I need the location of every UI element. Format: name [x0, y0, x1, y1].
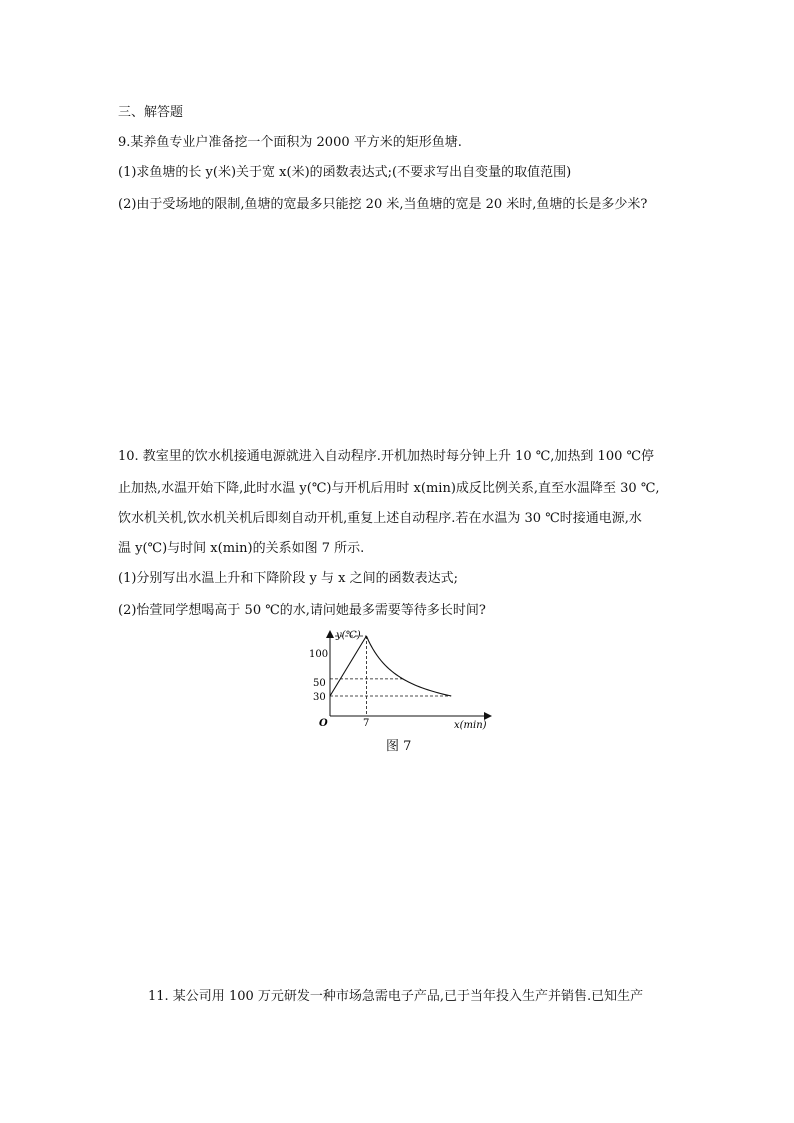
figure-caption: 图 7: [386, 739, 412, 754]
y-tick-label: 30: [313, 692, 326, 703]
section-heading: 三、解答题: [118, 105, 184, 120]
question-10-stem-line: 温 y(℃)与时间 x(min)的关系如图 7 所示.: [118, 541, 365, 556]
y-tick-label: 50: [313, 678, 326, 689]
y-tick-label: 100: [309, 649, 329, 660]
question-9-part-2: (2)由于受场地的限制,鱼塘的宽最多只能挖 20 米,当鱼塘的宽是 20 米时,鱼塘的长是多少米?: [118, 197, 648, 212]
x-tick-label: 7: [363, 718, 370, 729]
question-9-stem: 9.某养鱼专业户准备挖一个面积为 2000 平方米的矩形鱼塘.: [118, 135, 462, 150]
question-9-part-1: (1)求鱼塘的长 y(米)关于宽 x(米)的函数表达式;(不要求写出自变量的取值范围): [118, 165, 572, 180]
x-axis-label: x(min): [454, 720, 487, 731]
origin-label: O: [319, 718, 328, 729]
question-10-stem-line: 饮水机关机,饮水机关机后即刻自动开机,重复上述自动程序.若在水温为 30 ℃时接通电源,水: [118, 511, 642, 526]
question-10-stem-line: 10. 教室里的饮水机接通电源就进入自动程序.开机加热时每分钟上升 10 ℃,加热到 100 ℃停: [118, 449, 655, 464]
question-10-part-2: (2)怡萱同学想喝高于 50 ℃的水,请问她最多需要等待多长时间?: [118, 603, 486, 618]
y-axis-label: y(℃): [336, 630, 361, 641]
cooling-curve: [366, 636, 451, 696]
question-10-stem-line: 止加热,水温开始下降,此时水温 y(℃)与开机后用时 x(min)成反比例关系,直至水温降至 30 ℃,: [118, 481, 660, 496]
heating-segment: [330, 636, 366, 696]
question-11-stem: 11. 某公司用 100 万元研发一种市场急需电子产品,已于当年投入生产并销售.已知生产: [148, 989, 644, 1004]
question-10-part-1: (1)分别写出水温上升和下降阶段 y 与 x 之间的函数表达式;: [118, 571, 458, 586]
temperature-time-graph: [300, 626, 500, 734]
